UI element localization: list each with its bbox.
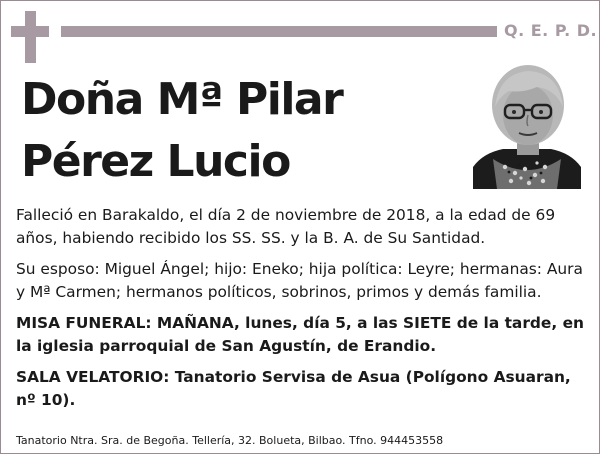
deceased-name <box>21 69 461 193</box>
wake-room-paragraph: SALA VELATORIO: Tanatorio Servisa de Asua (Polígono Asuaran, nº 10). <box>16 368 571 409</box>
cross-icon <box>11 11 49 63</box>
header-rule <box>61 26 497 37</box>
funeral-home-footer: Tanatorio Ntra. Sra. de Begoña. Tellería, 32. Bolueta, Bilbao. Tfno. 944453558 <box>16 434 444 447</box>
death-paragraph: Falleció en Barakaldo, el día 2 de noviembre de 2018, a la edad de 69 años, habiendo recibido los SS. SS. y la B. A. de Su Santidad. <box>16 206 556 247</box>
deceased-name-line1: Doña Mª Pilar <box>21 74 343 125</box>
deceased-name-line2: Pérez Lucio <box>21 136 290 187</box>
portrait-photo <box>473 63 581 189</box>
portrait-photo-icon <box>473 63 581 189</box>
funeral-mass-paragraph: MISA FUNERAL: MAÑANA, lunes, día 5, a las SIETE de la tarde, en la iglesia parroquial de San Agustín, de Erandio. <box>16 314 584 355</box>
notice-body <box>16 204 586 420</box>
qepd-label: Q. E. P. D. <box>504 21 598 40</box>
family-paragraph: Su esposo: Miguel Ángel; hijo: Eneko; hija política: Leyre; hermanas: Aura y Mª Carmen; hermanos políticos, sobrinos, primos y demás familia. <box>16 260 583 301</box>
